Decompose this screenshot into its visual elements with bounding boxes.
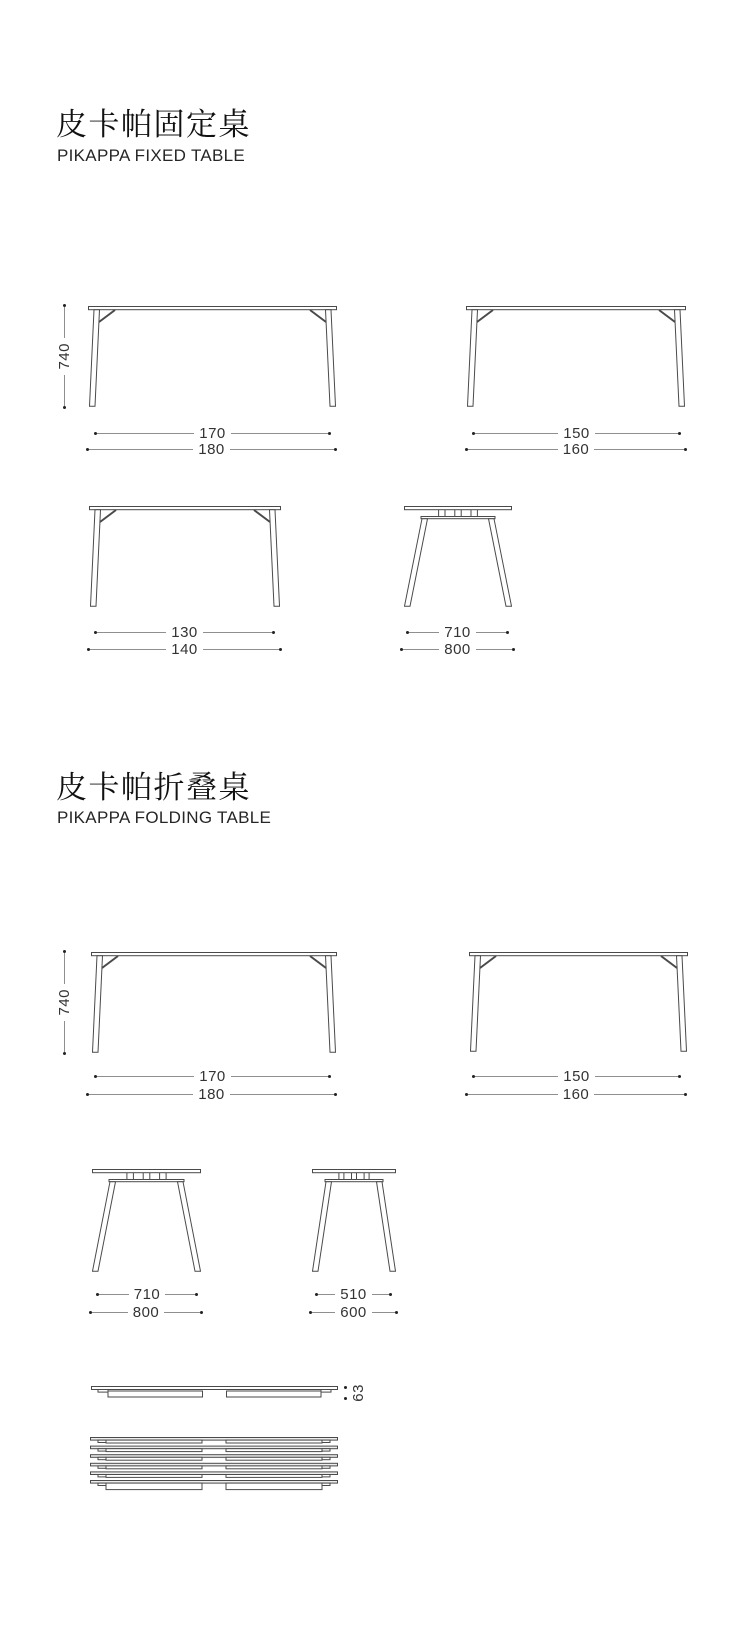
dim-line bbox=[97, 433, 194, 434]
fixed-section-title-en: PIKAPPA FIXED TABLE bbox=[57, 146, 246, 165]
dim-endpoint-dot bbox=[344, 1386, 347, 1389]
dim-line bbox=[372, 1294, 389, 1295]
dim-line bbox=[231, 433, 328, 434]
dim-endpoint-dots bbox=[344, 1386, 347, 1400]
folding-table-front-view-180-drawing bbox=[91, 952, 337, 1053]
dim-label: 510 bbox=[340, 1285, 367, 1303]
dim-endpoint-dot bbox=[328, 432, 331, 435]
dim-endpoint-dot bbox=[328, 1075, 331, 1078]
dim-line bbox=[92, 1312, 128, 1313]
dim-endpoint-dot bbox=[684, 1093, 687, 1096]
dim-line bbox=[468, 1094, 558, 1095]
dim-line bbox=[164, 1312, 200, 1313]
dim-label: 800 bbox=[132, 1303, 160, 1321]
dim-line bbox=[97, 1076, 194, 1077]
dim-line bbox=[475, 433, 558, 434]
dim-line bbox=[318, 1294, 335, 1295]
fixed-table-side-view-800-drawing bbox=[404, 506, 512, 607]
dim-label: 160 bbox=[562, 440, 590, 458]
dim-label: 180 bbox=[198, 440, 225, 458]
folding-table-front-view-160-drawing bbox=[469, 952, 688, 1052]
dim-line bbox=[230, 449, 334, 450]
fixed-front160-outer-dim bbox=[465, 442, 687, 456]
dim-line bbox=[99, 1294, 129, 1295]
dim-label: 63 bbox=[350, 1384, 367, 1402]
folding-front180-outer-dim bbox=[86, 1087, 337, 1101]
folding-table-stacked-drawing bbox=[90, 1437, 338, 1492]
dim-line bbox=[64, 375, 65, 406]
dim-label: 710 bbox=[444, 623, 471, 641]
folding-section-title-en: PIKAPPA FOLDING TABLE bbox=[57, 808, 272, 827]
folding-table-folded-flat-drawing bbox=[91, 1386, 338, 1401]
dim-label: 180 bbox=[198, 1085, 225, 1103]
dim-line bbox=[64, 953, 65, 984]
folding-side800-outer-dim bbox=[89, 1305, 203, 1319]
dim-endpoint-dot bbox=[200, 1311, 203, 1314]
folding-section-title-zh: 皮卡帕折叠桌 bbox=[56, 770, 251, 805]
fixed-front180-outer-dim bbox=[86, 442, 337, 456]
dim-endpoint-dot bbox=[63, 406, 66, 409]
dim-endpoint-dot bbox=[63, 1052, 66, 1055]
fixed-front180-inner-dim bbox=[94, 426, 331, 440]
dim-line bbox=[89, 449, 193, 450]
folding-front160-outer-dim bbox=[465, 1087, 687, 1101]
dim-line bbox=[165, 1294, 195, 1295]
folding-side600-outer-dim bbox=[309, 1305, 398, 1319]
dim-label: 740 bbox=[55, 343, 73, 370]
dim-endpoint-dot bbox=[279, 648, 282, 651]
folding-side800-inner-dim bbox=[96, 1287, 198, 1301]
folding-table-side-view-600-drawing bbox=[312, 1169, 396, 1272]
dim-line bbox=[594, 449, 684, 450]
dim-line bbox=[372, 1312, 395, 1313]
dim-label: 740 bbox=[55, 989, 73, 1016]
dim-endpoint-dot bbox=[344, 1397, 347, 1400]
fixed-section-title-zh: 皮卡帕固定桌 bbox=[56, 107, 251, 142]
fixed-table-front-view-160-drawing bbox=[466, 306, 686, 407]
dim-line bbox=[89, 1094, 193, 1095]
dim-line bbox=[476, 649, 512, 650]
dim-label: 150 bbox=[563, 1067, 590, 1085]
dim-endpoint-dot bbox=[684, 448, 687, 451]
dim-endpoint-dot bbox=[195, 1293, 198, 1296]
dim-endpoint-dot bbox=[272, 631, 275, 634]
dim-line bbox=[90, 649, 166, 650]
folding-table-side-view-800-drawing bbox=[92, 1169, 201, 1272]
dim-line bbox=[312, 1312, 335, 1313]
dim-line bbox=[203, 649, 279, 650]
fixed-front140-inner-dim bbox=[94, 625, 275, 639]
fixed-side800-outer-dim bbox=[400, 642, 515, 656]
dim-endpoint-dot bbox=[678, 432, 681, 435]
dim-line bbox=[595, 433, 678, 434]
dim-label: 600 bbox=[340, 1303, 367, 1321]
fixed-table-front-view-180-drawing bbox=[88, 306, 337, 407]
dim-label: 170 bbox=[199, 424, 226, 442]
dim-endpoint-dot bbox=[512, 648, 515, 651]
dim-label: 150 bbox=[563, 424, 590, 442]
dim-line bbox=[594, 1094, 684, 1095]
dim-line bbox=[468, 449, 558, 450]
fixed-front140-outer-dim bbox=[87, 642, 282, 656]
dim-line bbox=[403, 649, 439, 650]
dim-line bbox=[64, 307, 65, 338]
dim-line bbox=[230, 1094, 334, 1095]
dim-label: 800 bbox=[444, 640, 471, 658]
dim-endpoint-dot bbox=[506, 631, 509, 634]
dim-endpoint-dot bbox=[678, 1075, 681, 1078]
folding-front160-inner-dim bbox=[472, 1069, 681, 1083]
folding-height-dim bbox=[56, 950, 72, 1055]
dim-line bbox=[203, 632, 272, 633]
folding-side600-inner-dim bbox=[315, 1287, 392, 1301]
dim-endpoint-dot bbox=[334, 1093, 337, 1096]
dim-line bbox=[475, 1076, 558, 1077]
dim-endpoint-dot bbox=[389, 1293, 392, 1296]
fixed-table-front-view-140-drawing bbox=[89, 506, 281, 607]
folded-thickness-dim bbox=[344, 1381, 366, 1405]
dim-label: 160 bbox=[562, 1085, 590, 1103]
fixed-height-dim bbox=[56, 304, 72, 409]
dim-label: 140 bbox=[171, 640, 198, 658]
dim-line bbox=[64, 1021, 65, 1052]
dim-label: 170 bbox=[199, 1067, 226, 1085]
dim-line bbox=[476, 632, 506, 633]
dim-label: 130 bbox=[171, 623, 198, 641]
folding-front180-inner-dim bbox=[94, 1069, 331, 1083]
dim-line bbox=[97, 632, 166, 633]
dim-line bbox=[231, 1076, 328, 1077]
fixed-front160-inner-dim bbox=[472, 426, 681, 440]
dim-endpoint-dot bbox=[395, 1311, 398, 1314]
dim-line bbox=[595, 1076, 678, 1077]
dim-endpoint-dot bbox=[334, 448, 337, 451]
dim-line bbox=[409, 632, 439, 633]
dim-label: 710 bbox=[133, 1285, 161, 1303]
fixed-side800-inner-dim bbox=[406, 625, 509, 639]
